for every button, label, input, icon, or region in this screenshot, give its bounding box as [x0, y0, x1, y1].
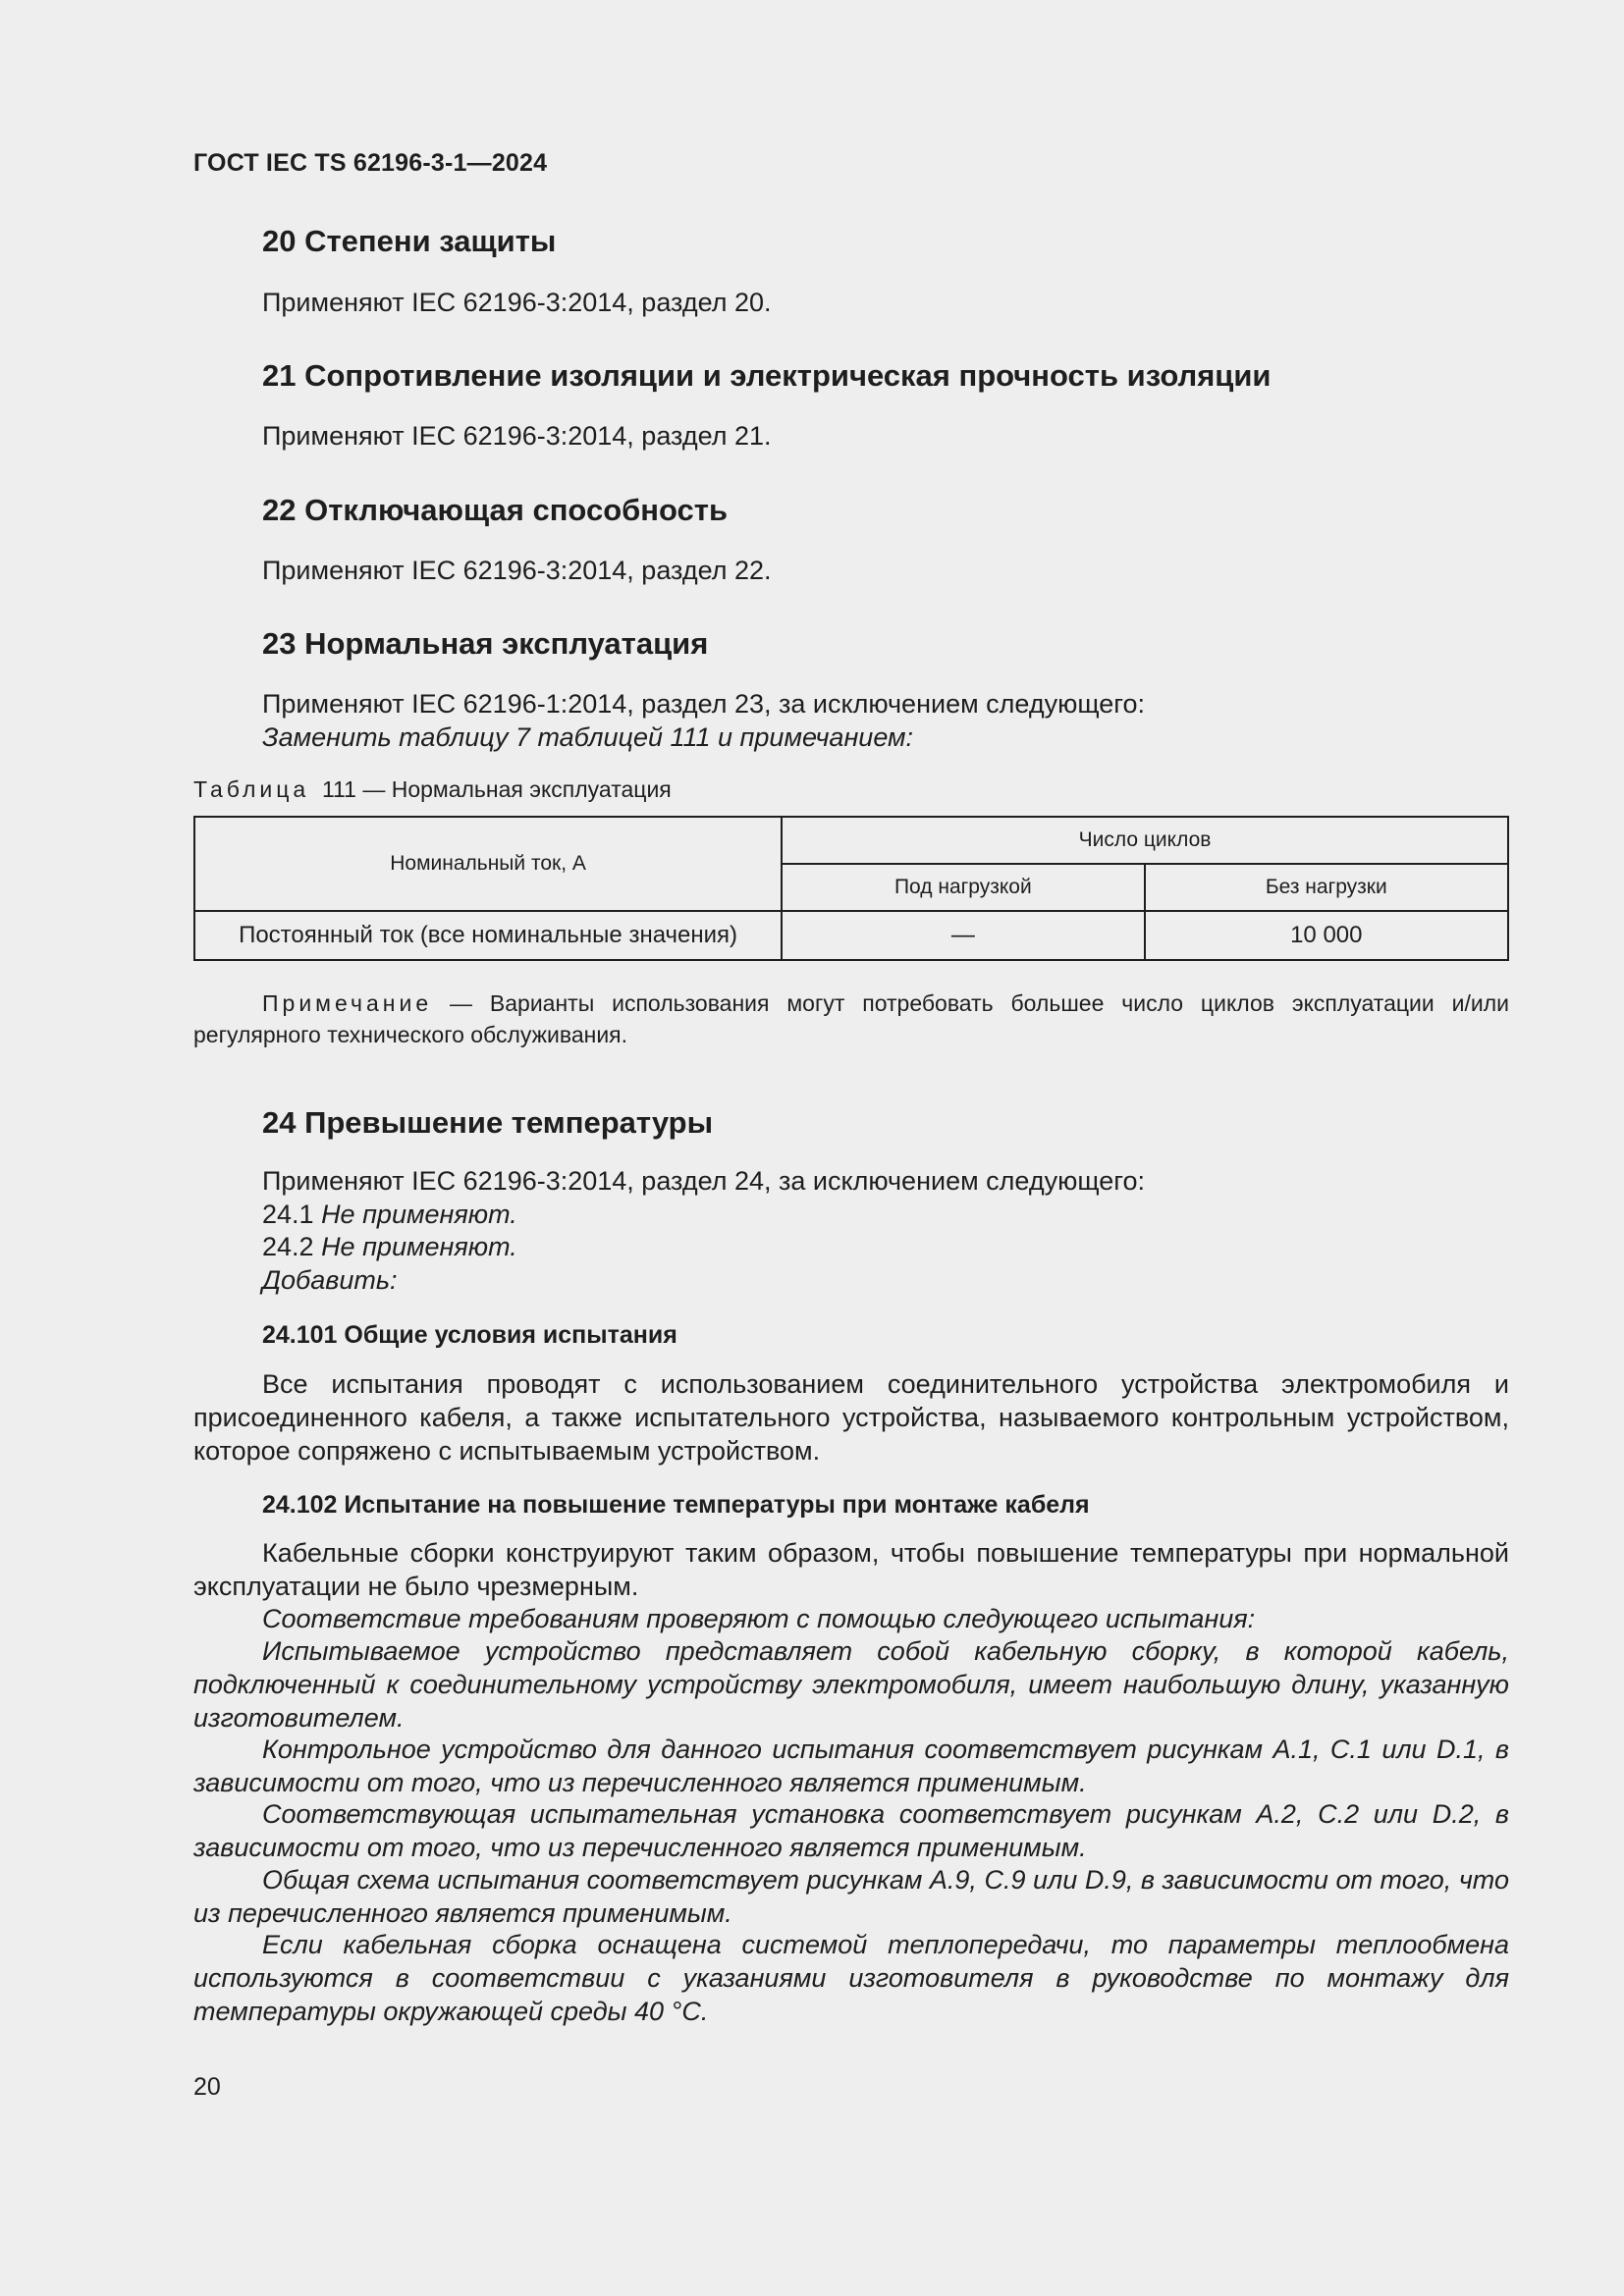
section-24-text: Применяют IEC 62196-3:2014, раздел 24, за исключением следующего: [262, 1166, 1146, 1196]
section-23-italic: Заменить таблицу 7 таблицей 111 и примечанием: [262, 722, 914, 752]
section-24-add: Добавить: [262, 1265, 398, 1295]
section-24-102-p2: Соответствие требованиям проверяют с помощью следующего испытания: [262, 1604, 1256, 1633]
row-label: Постоянный ток (все номинальные значения) [194, 911, 782, 960]
header-under-load: Под нагрузкой [782, 864, 1144, 911]
item-1-text: Не применяют. [321, 1200, 517, 1229]
header-no-load: Без нагрузки [1145, 864, 1508, 911]
section-22-title: 22 Отключающая способность [262, 493, 729, 527]
row-no-load: 10 000 [1145, 911, 1508, 960]
section-23-text: Применяют IEC 62196-1:2014, раздел 23, за исключением следующего: [262, 689, 1146, 719]
page-number: 20 [193, 2073, 221, 2101]
section-24-102-p3: Испытываемое устройство представляет собой кабельную сборку, в которой кабель, подключенный к соединительному устройству электромобиля, имеет наибольшую длину, указанную изготовителем. [193, 1636, 1509, 1733]
section-24-102-p7: Если кабельная сборка оснащена системой теплопередачи, то параметры теплообмена используются в соответствии с указаниями изготовителя в руководстве по монтажу для температуры окружающей среды 40 °С. [193, 1930, 1509, 2026]
header-rated-current: Номинальный ток, А [194, 817, 782, 911]
item-1-number: 24.1 [262, 1200, 322, 1229]
section-24-item-2 [262, 1230, 517, 1263]
table-row [194, 911, 1508, 960]
section-24-102-title: 24.102 Испытание на повышение температуры при монтаже кабеля [262, 1491, 1090, 1519]
section-24-title: 24 Превышение температуры [262, 1105, 714, 1140]
section-20-text: Применяют IEC 62196-3:2014, раздел 20. [262, 288, 772, 317]
table-caption-word: Таблица [193, 776, 310, 802]
section-24-101-title: 24.101 Общие условия испытания [262, 1321, 677, 1349]
header-cycles: Число циклов [782, 817, 1508, 864]
section-24-101-text: Все испытания проводят с использованием соединительного устройства электромобиля и присоединенного кабеля, а также испытательного устройства, называемого контрольным устройством, которое сопряжено с испытываемым устройством. [193, 1369, 1509, 1466]
section-24-102-p1: Кабельные сборки конструируют таким образом, чтобы повышение температуры при нормальной эксплуатации не было чрезмерным. [193, 1538, 1509, 1601]
section-24-item-1 [262, 1198, 517, 1231]
section-24-102-p5: Соответствующая испытательная установка соответствует рисункам А.2, С.2 или D.2, в зависимости от того, что из перечисленного является применимым. [193, 1799, 1509, 1862]
section-21-title: 21 Сопротивление изоляции и электрическая прочность изоляции [262, 358, 1272, 393]
section-24-102-p4: Контрольное устройство для данного испытания соответствует рисункам А.1, С.1 или D.1, в зависимости от того, что из перечисленного является применимым. [193, 1735, 1509, 1797]
document-header: ГОСТ IEC TS 62196-3-1—2024 [193, 149, 548, 177]
section-20-title: 20 Степени защиты [262, 224, 557, 258]
section-22-text: Применяют IEC 62196-3:2014, раздел 22. [262, 556, 772, 585]
table-caption [193, 776, 672, 803]
note-label: Примечание [262, 990, 433, 1016]
row-under-load: — [782, 911, 1144, 960]
note-text: — Варианты использования могут потребовать большее число циклов эксплуатации и/или регулярного технического обслуживания. [193, 990, 1509, 1047]
item-2-text: Не применяют. [321, 1232, 517, 1261]
operation-table [193, 816, 1509, 961]
item-2-number: 24.2 [262, 1232, 322, 1261]
section-24-102-p6: Общая схема испытания соответствует рисункам А.9, С.9 или D.9, в зависимости от того, что из перечисленного является применимым. [193, 1865, 1509, 1928]
table-note [193, 988, 1509, 1050]
section-21-text: Применяют IEC 62196-3:2014, раздел 21. [262, 421, 772, 451]
table-caption-title: 111 — Нормальная эксплуатация [309, 776, 672, 802]
section-23-title: 23 Нормальная эксплуатация [262, 626, 709, 661]
